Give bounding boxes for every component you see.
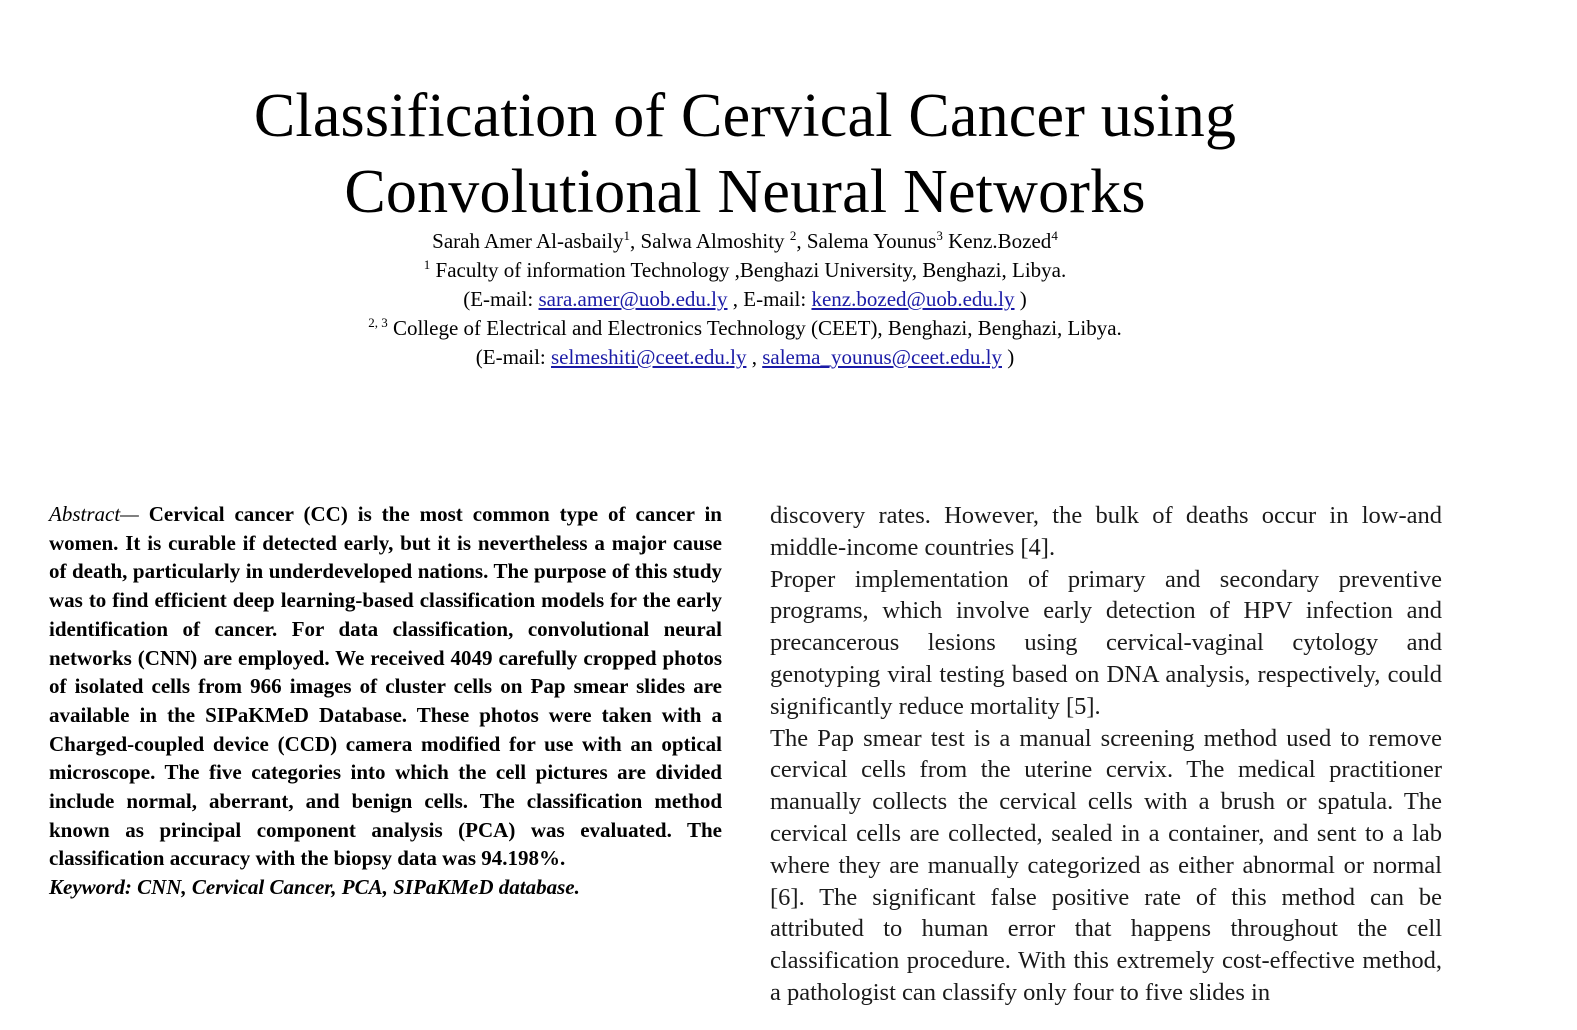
email-line-2 [0,343,1490,372]
body-paragraph: The Pap smear test is a manual screening method used to remove cervical cells from the uterine cervix. The medical practitioner manually collects the cervical cells with a brush or spatula. The cervical cells are collected, sealed in a container, and sent to a lab where they are manually categorized as either abnormal or normal [6]. The significant false positive rate of this method can be attributed to human error that happens throughout the cell classification procedure. With this extremely cost-effective method, a pathologist can classify only four to five slides in [770,724,1442,1006]
abstract-text: Cervical cancer (CC) is the most common type of cancer in women. It is curable if detected early, but it is nevertheless a major cause of death, particularly in underdeveloped nations. The purpose of this study was to find efficient deep learning-based classification models for the early identification of cancer. For data classification, convolutional neural networks (CNN) are employed. We received 4049 carefully cropped photos of isolated cells from 966 images of cluster cells on Pap smear slides are available in the SIPaKMeD Database. These photos were taken with a Charged-coupled device (CCD) camera modified for use with an optical microscope. The five categories into which the cell pictures are divided include normal, aberrant, and benign cells. The classification method known as principal component analysis (PCA) was evaluated. The classification accuracy with the biopsy data was 94.198%. [49,502,722,871]
abstract-label: Abstract— [49,502,149,526]
author-name: Kenz.Bozed [948,229,1052,253]
body-paragraph: discovery rates. However, the bulk of deaths occur in low-and middle-income countries [4]. [770,502,1442,561]
affiliation-1 [0,256,1490,285]
author-name: Salwa Almoshity [640,229,790,253]
affiliation-text: Faculty of information Technology ,Benghazi University, Benghazi, Libya. [430,258,1067,282]
left-column [49,500,722,902]
affiliation-text: College of Electrical and Electronics Technology (CEET), Benghazi, Benghazi, Libya. [387,316,1122,340]
email-link[interactable]: sara.amer@uob.edu.ly [538,287,728,311]
email-link[interactable]: salema_younus@ceet.edu.ly [762,345,1002,369]
author-sup: 3 [936,228,943,243]
author-separator: , [629,229,641,253]
email-separator: , [746,345,763,369]
author-sup: 2 [789,228,797,243]
title-line-1: Classification of Cervical Cancer using [253,82,1237,150]
author-sup: 1 [623,228,630,243]
author-separator: , [796,229,807,253]
email-link[interactable]: selmeshiti@ceet.edu.ly [551,345,747,369]
email-prefix: (E-mail: [475,345,551,369]
affiliation-2 [0,314,1490,343]
email-link[interactable]: kenz.bozed@uob.edu.ly [811,287,1015,311]
author-block [0,227,1490,372]
author-list [0,227,1490,256]
keywords: Keyword: CNN, Cervical Cancer, PCA, SIPaKMeD database. [49,875,580,900]
title-line-2: Convolutional Neural Networks [344,158,1146,226]
author-sup: 4 [1051,228,1058,243]
author-name: Sarah Amer Al-asbaily [432,229,624,253]
email-suffix: ) [1001,345,1015,369]
author-name: Salema Younus [806,229,937,253]
right-column [770,500,1442,1009]
affiliation-sup: 1 [423,257,431,272]
email-prefix: (E-mail: [463,287,539,311]
affiliation-sup: 2, 3 [368,315,388,330]
paper-title [0,78,1490,230]
body-paragraph: Proper implementation of primary and secondary preventive programs, which involve early detection of HPV infection and precancerous lesions using cervical-vaginal cytology and genotyping viral testing based on DNA analysis, respectively, could significantly reduce mortality [5]. [770,565,1442,720]
abstract-paragraph [49,500,722,873]
email-suffix: ) [1014,287,1027,311]
email-separator: , E-mail: [727,287,812,311]
email-line-1 [0,285,1490,314]
